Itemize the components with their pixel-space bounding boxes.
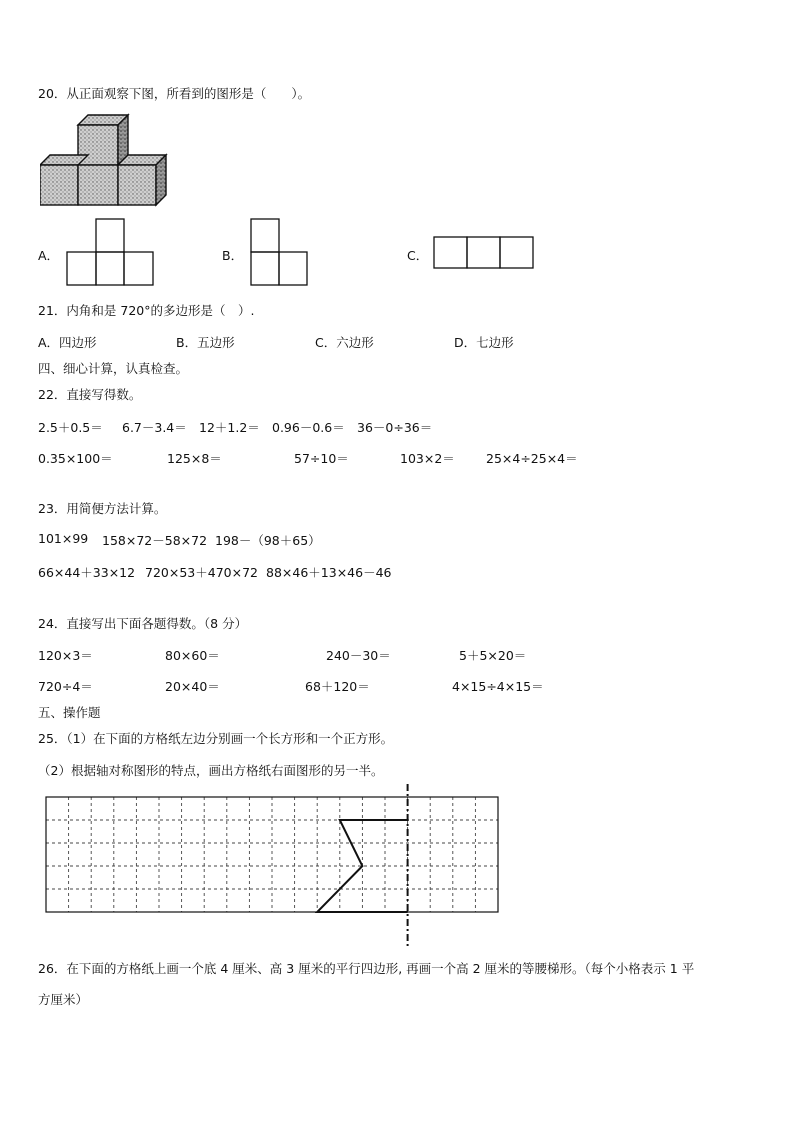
q24-item: 80×60＝ (165, 648, 220, 663)
q23-stem: 23．用简便方法计算。 (38, 501, 167, 516)
section-4-heading: 四、细心计算，认真检查。 (38, 361, 189, 376)
q22-item: 57÷10＝ (294, 451, 349, 466)
cube-stack-figure (40, 113, 170, 209)
q23-item: 88×46＋13×46－46 (266, 565, 392, 580)
q21-option-c: C．六边形 (315, 335, 374, 350)
q24-item: 120×3＝ (38, 648, 93, 663)
q22-item: 36－0÷36＝ (357, 420, 433, 435)
q22-item: 0.96－0.6＝ (272, 420, 345, 435)
q24-item: 20×40＝ (165, 679, 220, 694)
q22-item: 25×4÷25×4＝ (486, 451, 578, 466)
q20-option-c-figure (433, 236, 535, 270)
q23-item: 101×99 (38, 531, 89, 546)
q24-item: 5＋5×20＝ (459, 648, 527, 663)
q22-item: 12＋1.2＝ (199, 420, 260, 435)
section-5-heading: 五、操作题 (38, 705, 101, 720)
q20-option-a-label: A． (38, 248, 60, 263)
q20-option-a-figure (66, 218, 156, 286)
q23-item: 198－（98＋65） (215, 533, 321, 548)
q21-option-a: A．四边形 (38, 335, 97, 350)
q25-grid-paper (44, 784, 504, 954)
q23-item: 158×72－58×72 (102, 533, 208, 548)
q22-stem: 22．直接写得数。 (38, 387, 142, 402)
q24-item: 4×15÷4×15＝ (452, 679, 544, 694)
q23-item: 66×44＋33×12 (38, 565, 136, 580)
q25-part1: 25．（1）在下面的方格纸左边分别画一个长方形和一个正方形。 (38, 731, 394, 746)
q20-option-b-figure (250, 218, 310, 286)
q24-stem: 24．直接写出下面各题得数。（8 分） (38, 616, 248, 631)
q26-line1: 26．在下面的方格纸上画一个底 4 厘米、高 3 厘米的平行四边形, 再画一个高 2 厘米的等腰梯形。（每个小格表示 1 平 (38, 961, 695, 976)
q26-line2: 方厘米） (38, 992, 89, 1007)
q22-item: 2.5＋0.5＝ (38, 420, 103, 435)
q22-item: 0.35×100＝ (38, 451, 113, 466)
q21-option-d: D．七边形 (454, 335, 514, 350)
q20-option-c-label: C． (407, 248, 429, 263)
q24-item: 240－30＝ (326, 648, 391, 663)
q24-item: 720÷4＝ (38, 679, 93, 694)
q21-stem: 21．内角和是 720°的多边形是（ ）. (38, 303, 255, 318)
q21-option-b: B．五边形 (176, 335, 235, 350)
q22-item: 103×2＝ (400, 451, 455, 466)
q22-item: 6.7－3.4＝ (122, 420, 187, 435)
q24-item: 68＋120＝ (305, 679, 370, 694)
q23-item: 720×53＋470×72 (145, 565, 258, 580)
q20-option-b-label: B． (222, 248, 244, 263)
q25-part2: （2）根据轴对称图形的特点，画出方格纸右面图形的另一半。 (38, 763, 384, 778)
q20-stem: 20．从正面观察下图，所看到的图形是（ ）。 (38, 86, 311, 101)
q22-item: 125×8＝ (167, 451, 222, 466)
